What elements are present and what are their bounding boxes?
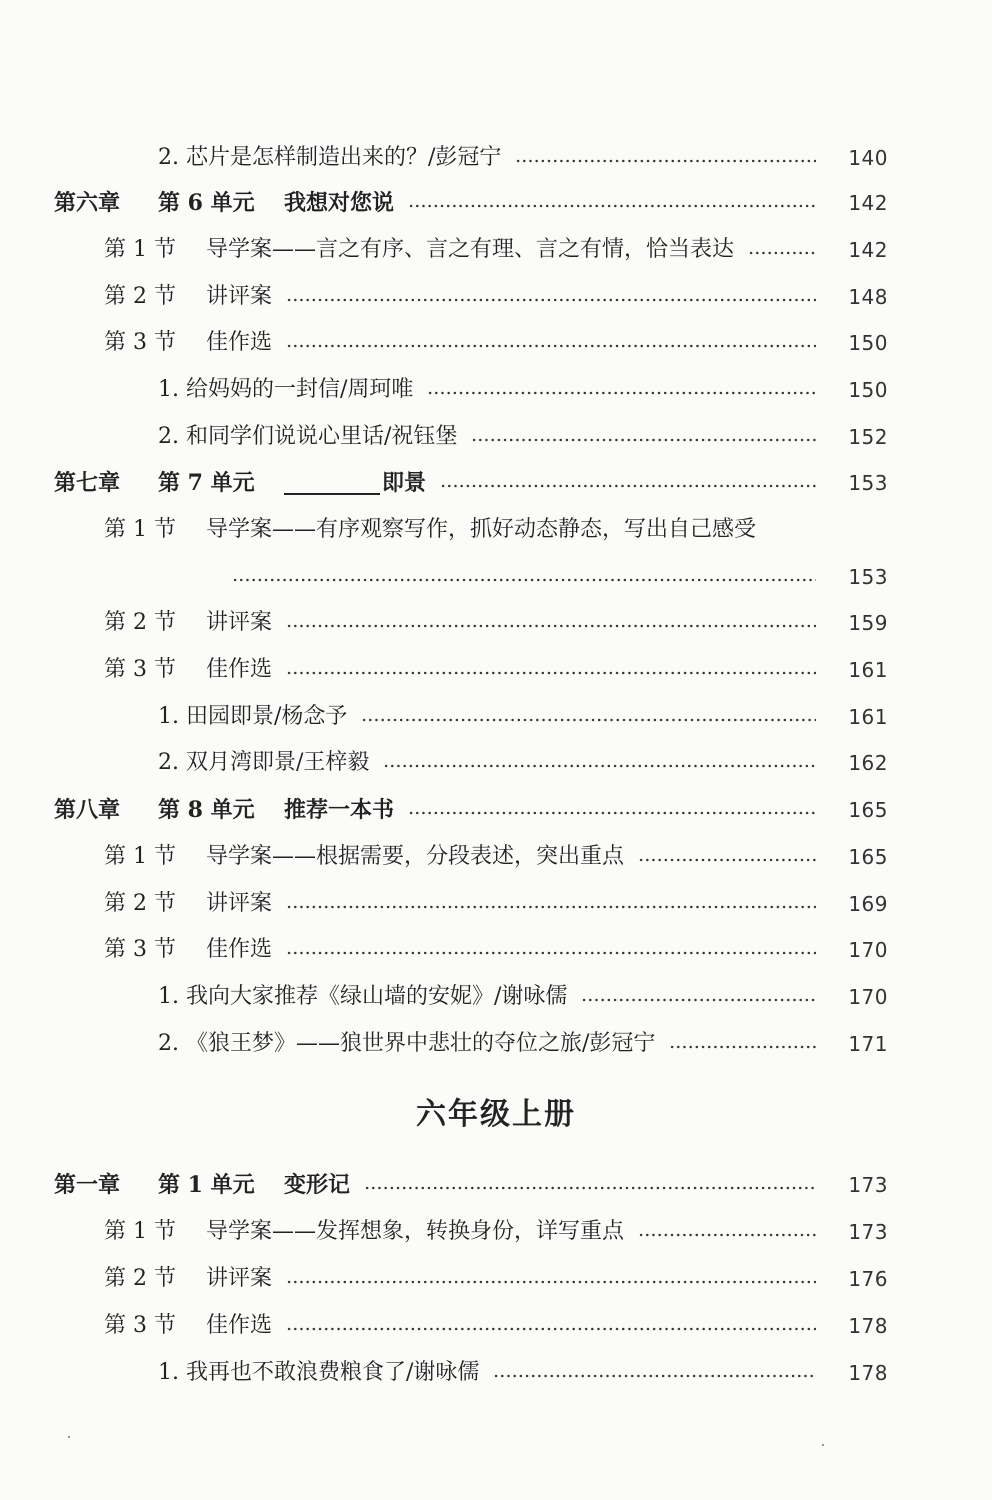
unit-number: 第 8 单元 [158, 797, 255, 823]
page-number: 178 [848, 1361, 888, 1385]
entry-title: 2. 芯片是怎样制造出来的？/彭冠宁 [158, 145, 502, 170]
page-number: 161 [848, 658, 888, 682]
toc-entry [0, 138, 992, 178]
toc-section [0, 930, 992, 970]
toc-entry [0, 1353, 992, 1393]
section-title: 佳作选 [206, 1313, 273, 1338]
dot-leader [408, 811, 816, 815]
chapter-title: 变形记 [284, 1172, 351, 1198]
section-title: 佳作选 [206, 657, 273, 682]
toc-section [0, 884, 992, 924]
dot-leader [638, 1233, 816, 1237]
chapter-number: 第一章 [54, 1172, 121, 1198]
entry-title: 1. 给妈妈的一封信/周珂唯 [158, 377, 414, 402]
dot-leader [440, 484, 816, 488]
chapter-number: 第七章 [54, 470, 121, 496]
toc-section [0, 1259, 992, 1299]
page-number: 176 [848, 1267, 888, 1291]
toc-section-continuation [0, 557, 992, 597]
section-number: 第 3 节 [104, 1313, 176, 1338]
toc-entry [0, 743, 992, 783]
page-number: 142 [848, 191, 888, 215]
toc-section [0, 603, 992, 643]
page-number: 161 [848, 705, 888, 729]
toc-section [0, 837, 992, 877]
section-number: 第 1 节 [104, 1219, 176, 1244]
page-number: 170 [848, 938, 888, 962]
section-number: 第 3 节 [104, 657, 176, 682]
page-number: 152 [848, 425, 888, 449]
page-number: 140 [848, 146, 888, 170]
entry-title: 1. 我向大家推荐《绿山墙的安妮》/谢咏儒 [158, 984, 568, 1009]
page-number: 171 [848, 1032, 888, 1056]
section-title: 导学案——发挥想象，转换身份，详写重点 [206, 1219, 625, 1244]
toc-chapter [0, 183, 992, 223]
dot-leader [515, 159, 816, 163]
page-number: 178 [848, 1314, 888, 1338]
page-number: 150 [848, 331, 888, 355]
toc-section [0, 510, 992, 550]
section-title: 佳作选 [206, 937, 273, 962]
toc-entry [0, 1024, 992, 1064]
dot-leader [232, 578, 816, 582]
section-number: 第 2 节 [104, 610, 176, 635]
page-number: 150 [848, 378, 888, 402]
chapter-title: 即景 [382, 470, 427, 496]
entry-title: 2. 双月湾即景/王梓毅 [158, 750, 370, 775]
page-number: 153 [848, 471, 888, 495]
dot-leader [364, 1186, 816, 1190]
dot-leader [493, 1374, 816, 1378]
entry-title: 2. 和同学们说说心里话/祝钰堡 [158, 424, 458, 449]
section-number: 第 1 节 [104, 517, 176, 542]
toc-entry [0, 417, 992, 457]
dot-leader [286, 671, 816, 675]
dot-leader [286, 298, 816, 302]
page-number: 165 [848, 798, 888, 822]
page-number: 170 [848, 985, 888, 1009]
section-number: 第 3 节 [104, 330, 176, 355]
page-number: 142 [848, 238, 888, 262]
scan-speck [68, 1436, 70, 1438]
dot-leader [361, 718, 816, 722]
toc-section [0, 277, 992, 317]
unit-number: 第 7 单元 [158, 470, 255, 496]
toc-entry [0, 697, 992, 737]
toc-section [0, 1212, 992, 1252]
page-number: 148 [848, 285, 888, 309]
toc-entry [0, 977, 992, 1017]
chapter-title: 我想对您说 [284, 190, 395, 216]
section-title: 讲评案 [206, 284, 273, 309]
toc-section [0, 1306, 992, 1346]
section-title: 导学案——根据需要，分段表述，突出重点 [206, 844, 625, 869]
fill-in-blank [284, 471, 380, 495]
dot-leader [286, 1327, 816, 1331]
dot-leader [669, 1045, 816, 1049]
page-number: 169 [848, 892, 888, 916]
scan-speck [822, 1444, 824, 1446]
dot-leader [471, 438, 816, 442]
section-title: 讲评案 [206, 1266, 273, 1291]
entry-title: 1. 田园即景/杨念予 [158, 704, 348, 729]
page-number: 153 [848, 565, 888, 589]
unit-number: 第 1 单元 [158, 1172, 255, 1198]
chapter-title: 推荐一本书 [284, 797, 395, 823]
entry-title: 2. 《狼王梦》——狼世界中悲壮的夺位之旅/彭冠宁 [158, 1031, 656, 1056]
section-number: 第 1 节 [104, 844, 176, 869]
section-title: 讲评案 [206, 610, 273, 635]
chapter-number: 第八章 [54, 797, 121, 823]
dot-leader [427, 391, 816, 395]
dot-leader [286, 1280, 816, 1284]
page-number: 162 [848, 751, 888, 775]
dot-leader [748, 251, 816, 255]
toc-chapter [0, 1165, 992, 1205]
dot-leader [286, 951, 816, 955]
section-number: 第 2 节 [104, 891, 176, 916]
section-title: 导学案——言之有序、言之有理、言之有情，恰当表达 [206, 237, 735, 262]
toc-entry [0, 370, 992, 410]
section-number: 第 1 节 [104, 237, 176, 262]
toc-section [0, 323, 992, 363]
part-heading: 六年级上册 [416, 1097, 576, 1132]
toc-section [0, 230, 992, 270]
dot-leader [286, 624, 816, 628]
section-number: 第 2 节 [104, 1266, 176, 1291]
section-number: 第 3 节 [104, 937, 176, 962]
section-title: 佳作选 [206, 330, 273, 355]
dot-leader [408, 204, 816, 208]
dot-leader [286, 905, 816, 909]
page-number: 165 [848, 845, 888, 869]
section-title: 讲评案 [206, 891, 273, 916]
toc-chapter [0, 790, 992, 830]
page-number: 173 [848, 1220, 888, 1244]
section-number: 第 2 节 [104, 284, 176, 309]
dot-leader [286, 344, 816, 348]
page-number: 173 [848, 1173, 888, 1197]
toc-chapter [0, 463, 992, 503]
section-title: 导学案——有序观察写作，抓好动态静态，写出自己感受 [206, 517, 757, 542]
dot-leader [581, 998, 816, 1002]
chapter-number: 第六章 [54, 190, 121, 216]
dot-leader [383, 764, 816, 768]
unit-number: 第 6 单元 [158, 190, 255, 216]
page-number: 159 [848, 611, 888, 635]
dot-leader [638, 858, 816, 862]
toc-section [0, 650, 992, 690]
entry-title: 1. 我再也不敢浪费粮食了/谢咏儒 [158, 1360, 480, 1385]
